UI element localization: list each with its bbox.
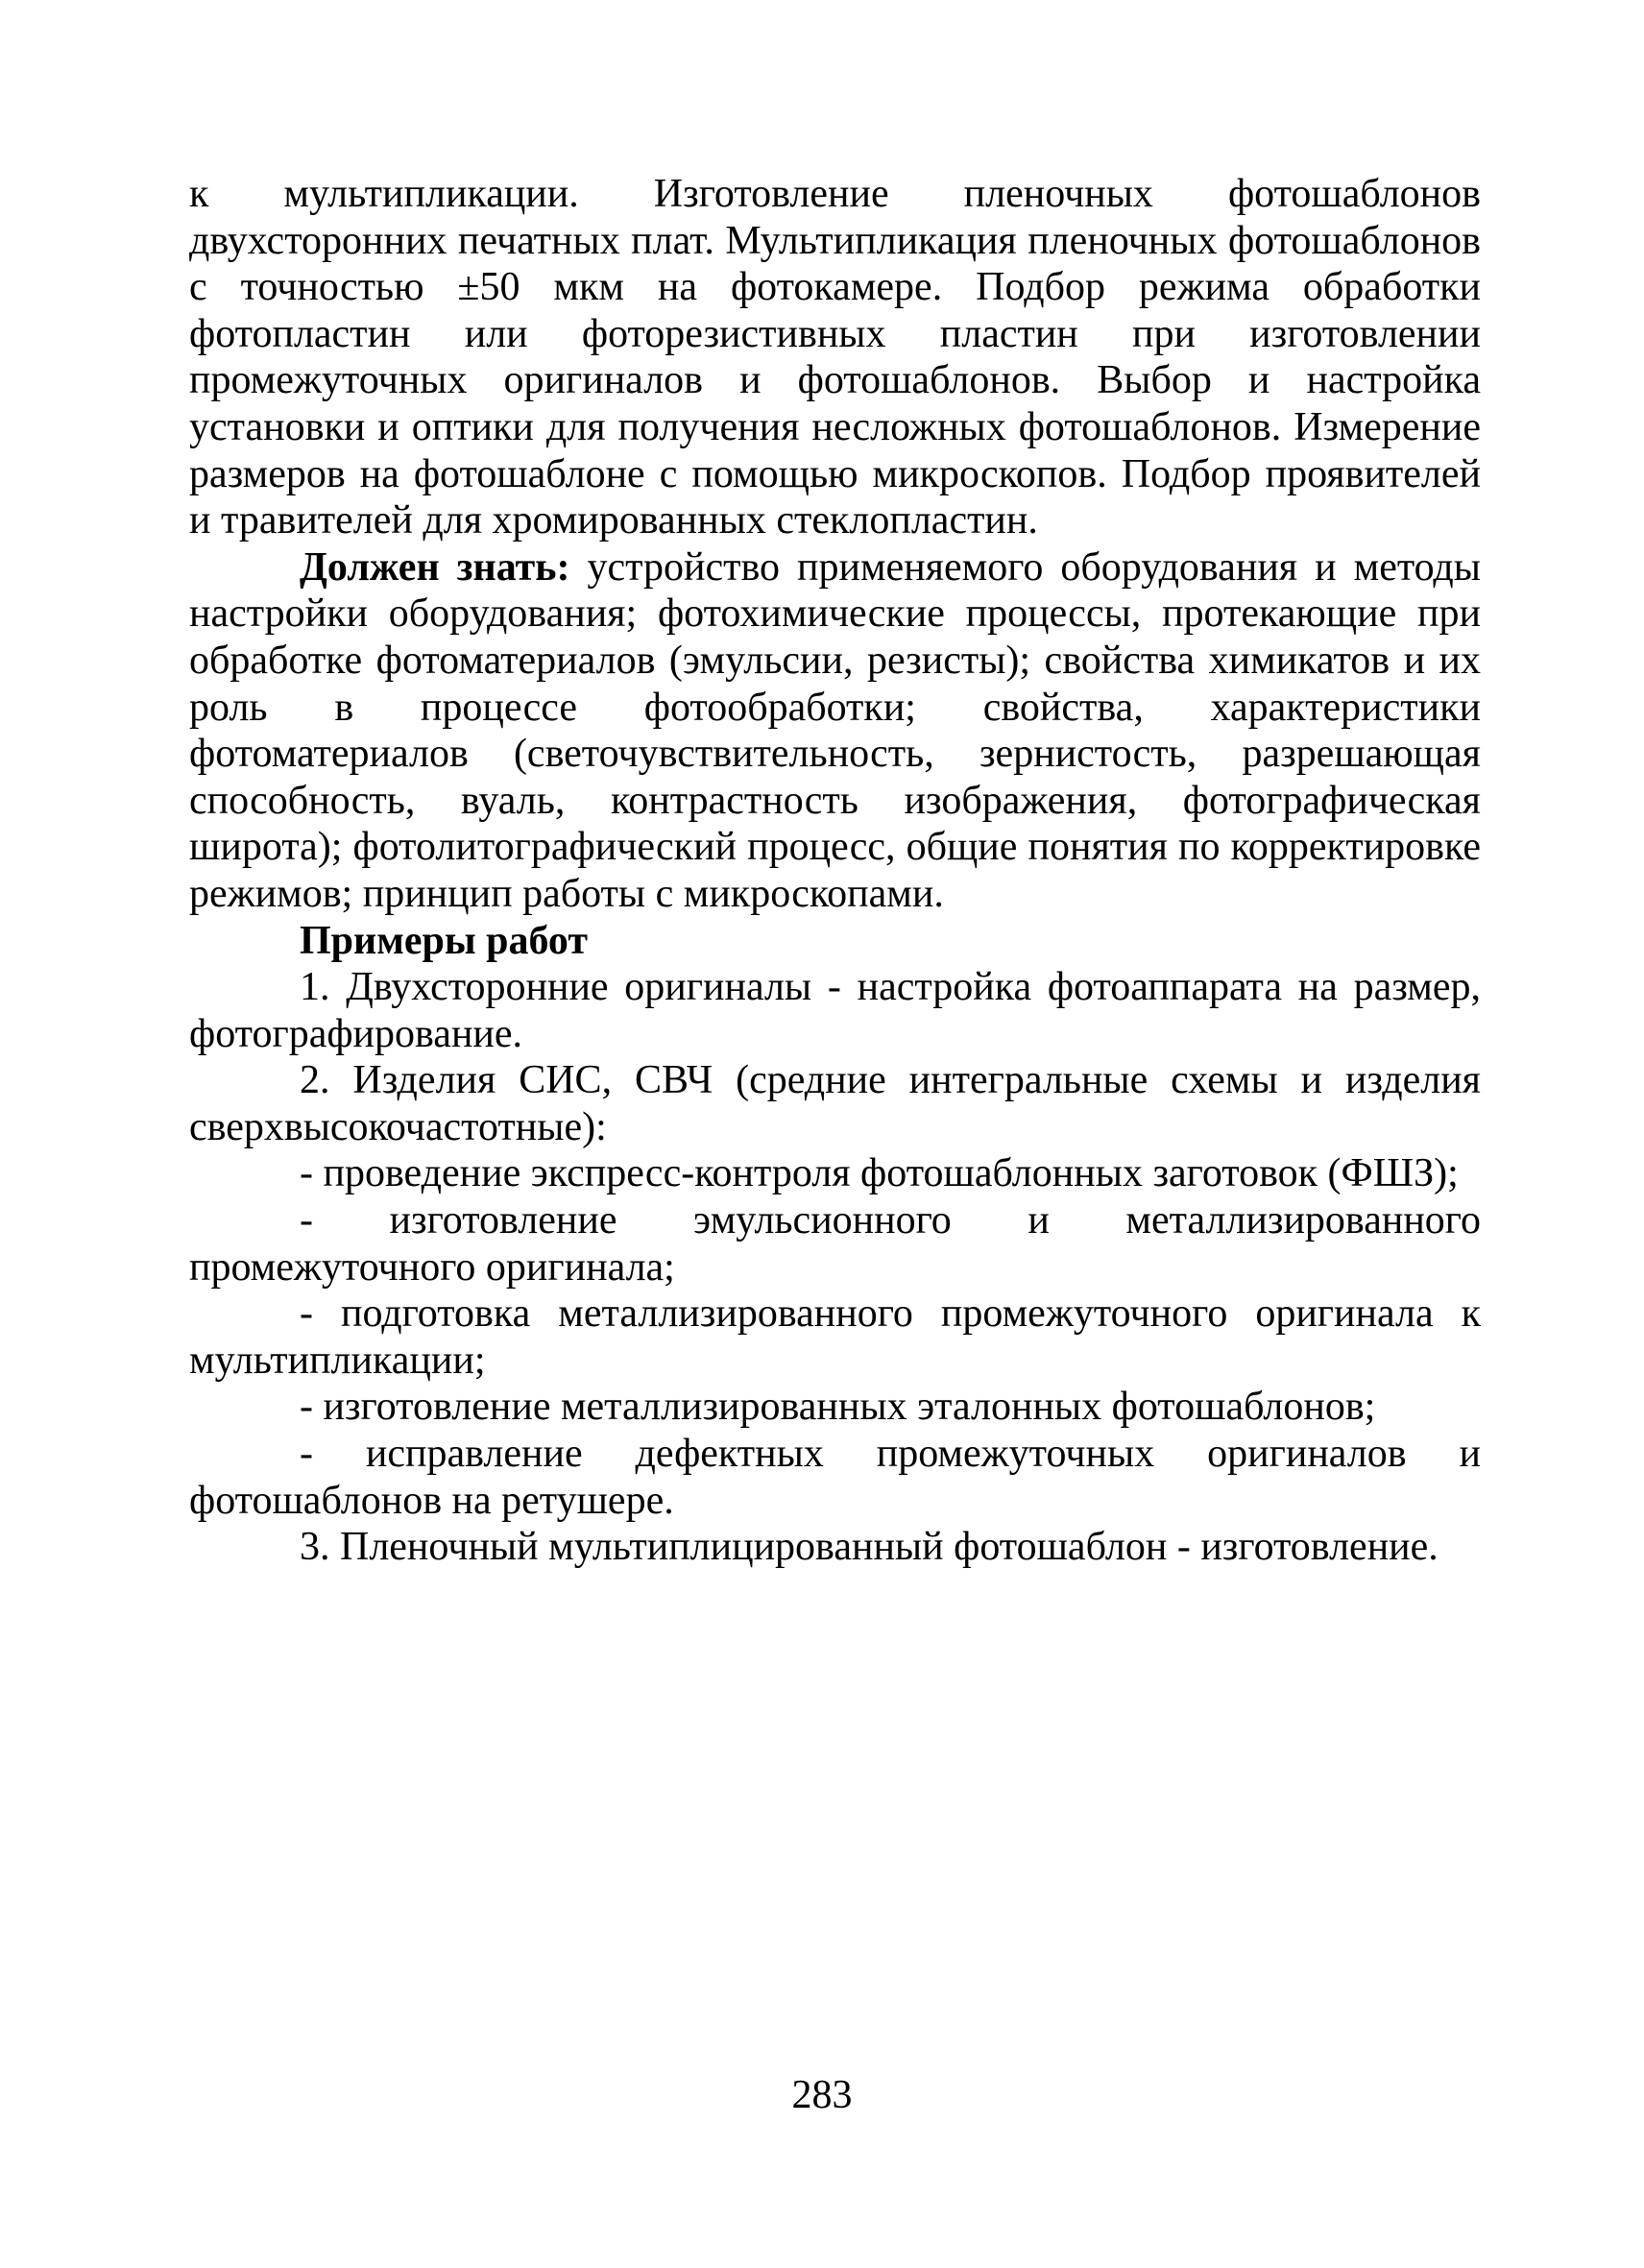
section-heading-examples: Примеры работ [300, 918, 589, 963]
example-subitem-1: - проведение экспресс-контроля фотошаблонных заготовок (ФШЗ); [300, 1151, 1459, 1196]
example-subitem-4: - изготовление металлизированных эталонных фотошаблонов; [300, 1385, 1376, 1430]
body-text [189, 171, 1481, 1571]
paragraph-tasks: к мультипликации. Изготовление пленочных фотошаблонов двухсторонних печатных плат. Мультипликация пленочных фотошаблонов с точностью ±50 мкм на фотокамере. Подбор режима обработки фотопластин или фоторезистивных пластин при изготовлении промежуточных оригиналов и фотошаблонов. Выбор и настройка установки и оптики для получения несложных фотошаблонов. Измерение размеров на фотошаблоне с помощью микроскопов. Подбор проявителей и травителей для хромированных стеклопластин. [189, 172, 1481, 543]
paragraph-must-know [189, 544, 1481, 918]
example-item-1: 1. Двухсторонние оригиналы - настройка фотоаппарата на размер, фотографирование. [189, 965, 1481, 1056]
example-item-2: 2. Изделия СИС, СВЧ (средние интегральные схемы и изделия сверхвысокочастотные): [189, 1058, 1481, 1149]
example-subitem-2: - изготовление эмульсионного и металлизированного промежуточного оригинала; [189, 1198, 1481, 1290]
must-know-text: устройство применяемого оборудования и методы настройки оборудования; фотохимические процессы, протекающие при обработке фотоматериалов (эмульсии, резисты); свойства химикатов и их роль в процессе фотообработки; свойства, характеристики фотоматериалов (светочувствительность, зернистость, разрешающая способность, вуаль, контрастность изображения, фотографическая широта); фотолитографический процесс, общие понятия по корректировке режимов; принцип работы с микроскопами. [189, 544, 1482, 916]
example-subitem-3: - подготовка металлизированного промежуточного оригинала к мультипликации; [189, 1291, 1481, 1383]
example-item-3: 3. Пленочный мультиплицированный фотошаблон - изготовление. [300, 1525, 1438, 1570]
example-subitem-5: - исправление дефектных промежуточных оригиналов и фотошаблонов на ретушере. [189, 1432, 1481, 1523]
page-number: 283 [791, 2073, 853, 2117]
must-know-label: Должен знать: [300, 544, 570, 590]
